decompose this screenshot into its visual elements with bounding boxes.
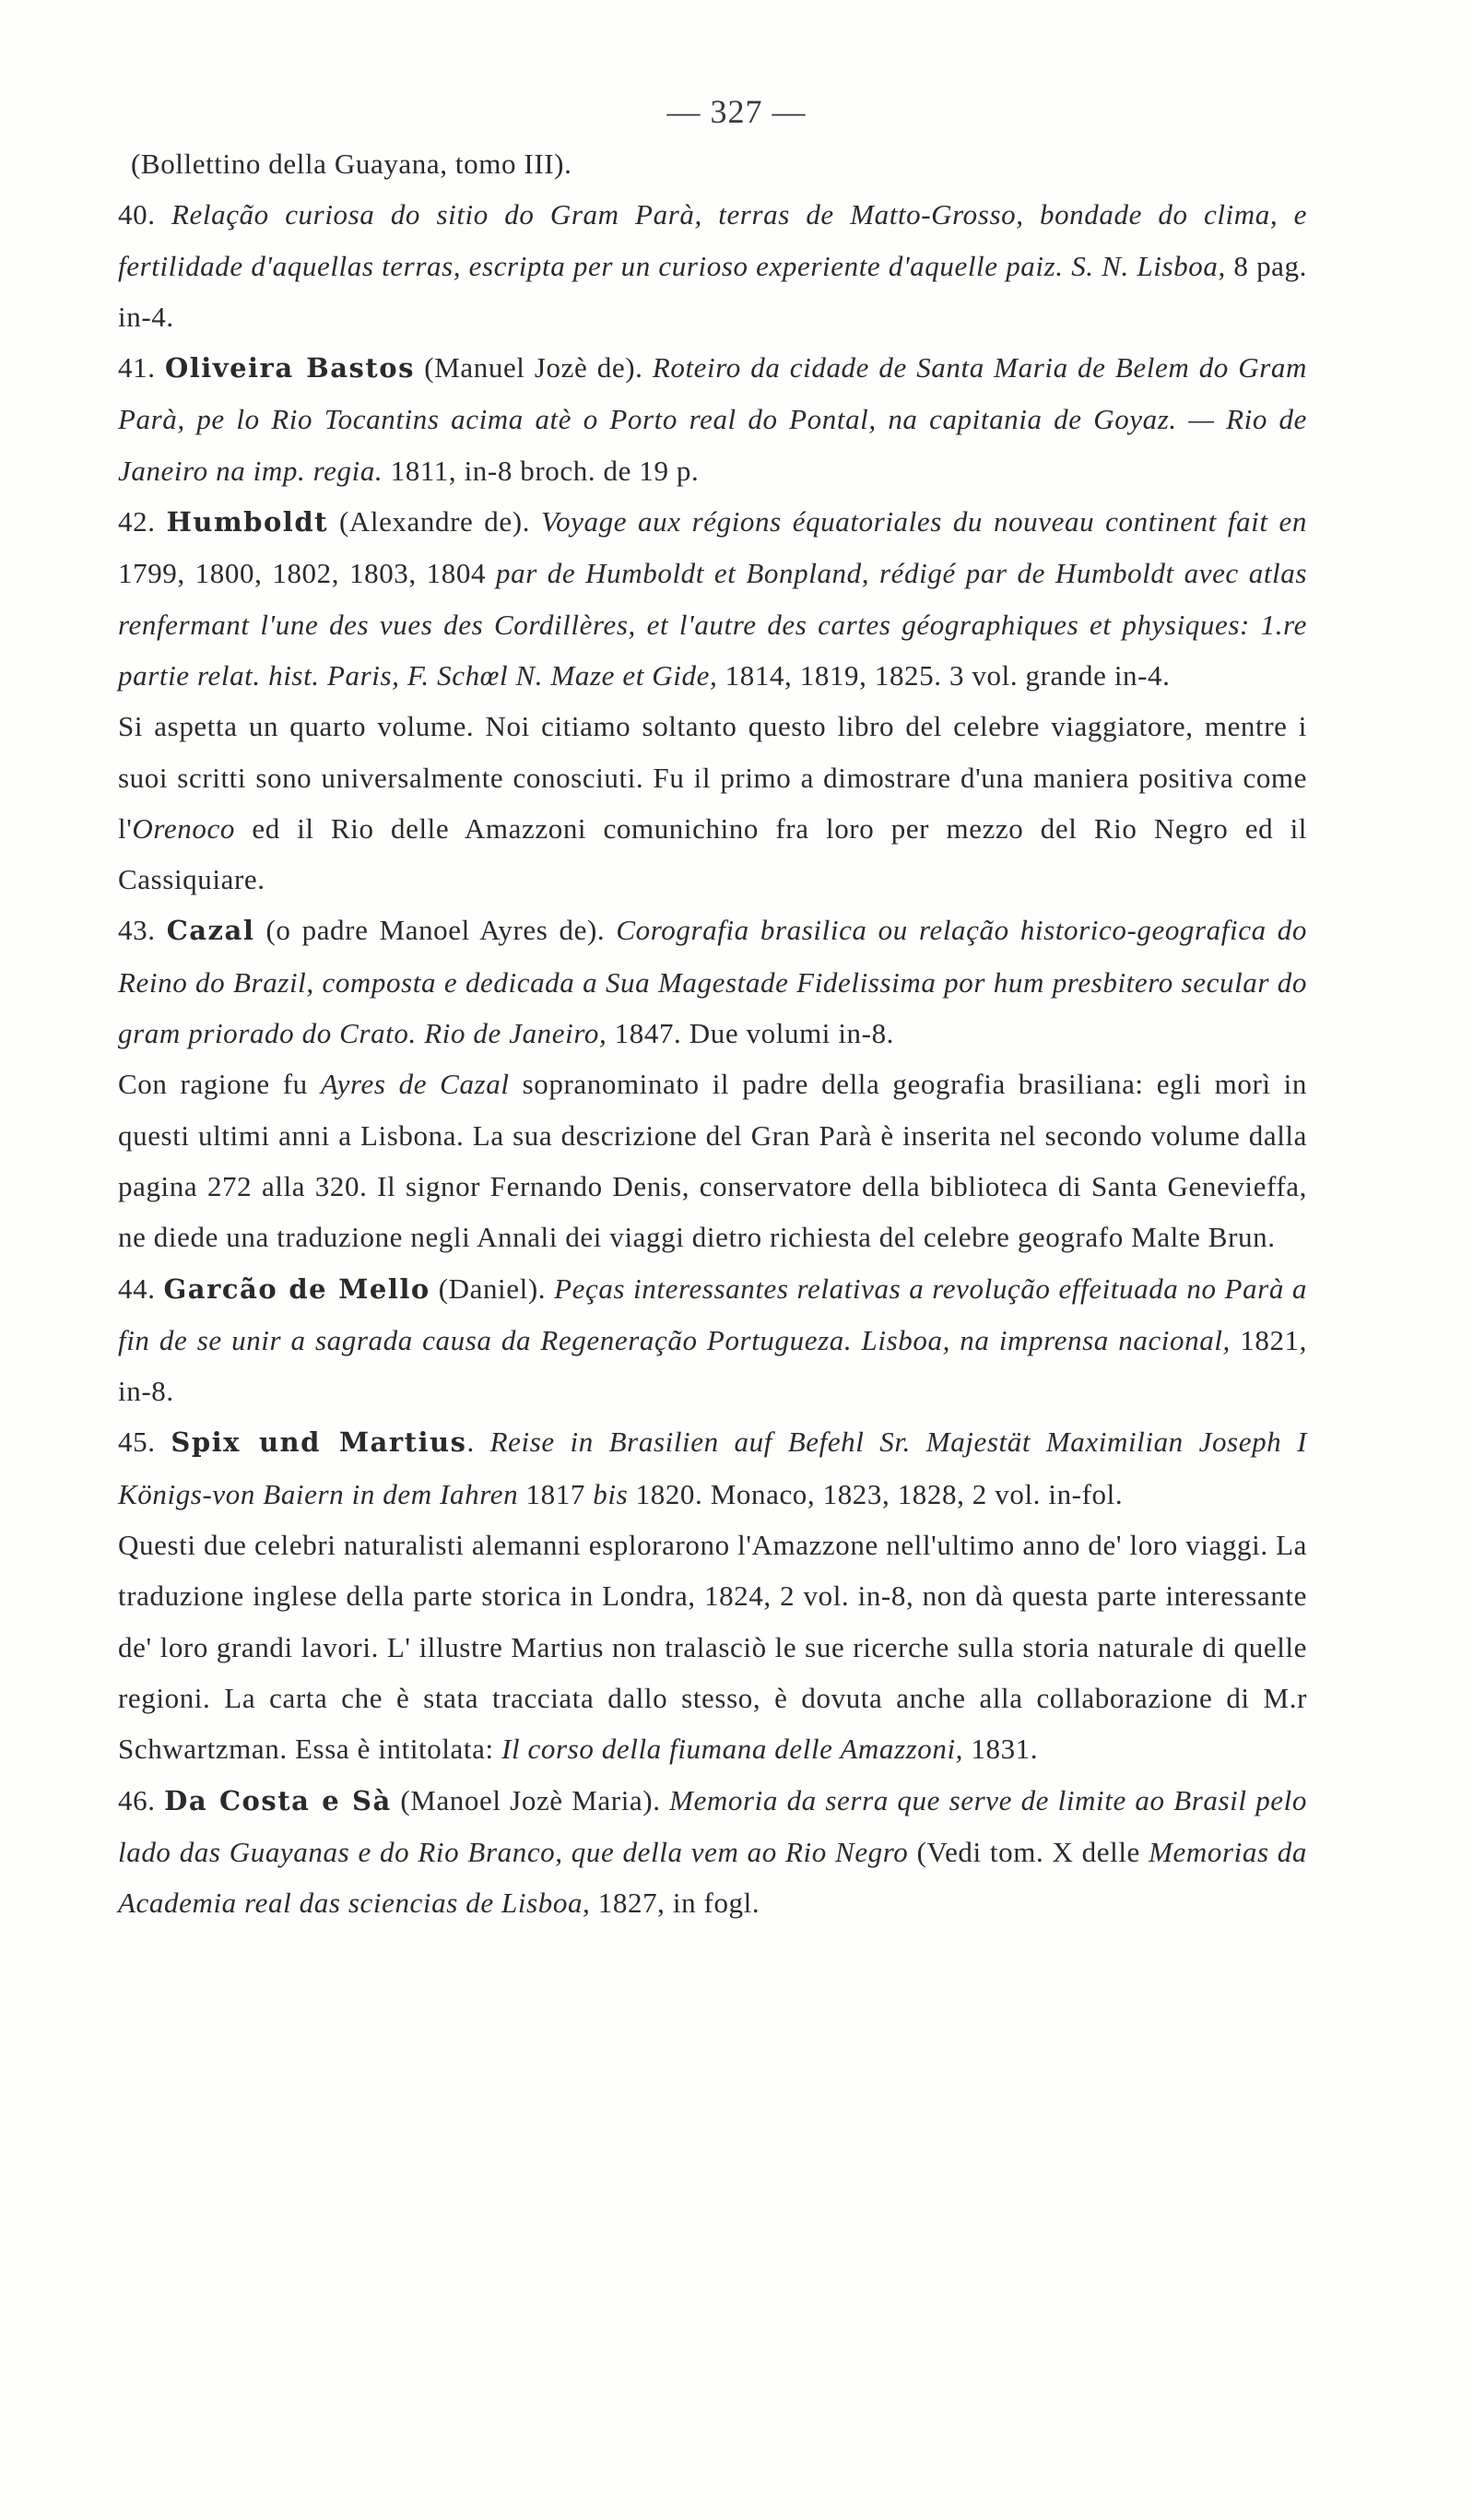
entry-title-continued: bis [593,1477,629,1510]
page-number: — 327 — [666,93,807,130]
entry-41 [118,342,1307,496]
entry-title-continued: Memorias da Academia real das sciencias de Lisboa, [118,1835,1307,1920]
entry-author-detail: (Manuel Jozè de). [414,351,653,385]
entry-details: 1811, in-8 broch. de 19 p. [383,454,700,487]
entry-details: 1814, 1819, 1825. 3 vol. grande in-4. [717,658,1171,692]
entry-author-detail: . [466,1426,490,1459]
entry-title: Relação curiosa do sitio do Gram Parà, terras de Matto-Grosso, bondade do clima, e fertilidade d'aquellas terras, escripta per un curioso experiente d'aquelle paiz. S. N. Lisboa, [118,198,1307,282]
entry-title: Reise in Brasilien auf Befehl Sr. Majestät Maximilian Joseph I Königs-von Baiern in dem Iahren [118,1426,1307,1510]
entry-number: 45. [118,1426,156,1459]
continuation-line: (Bollettino della Guayana, tomo III). [131,148,572,180]
entry-title: Corografia brasilica ou relação historico-geografica do Reino do Brazil, composta e dedicada a Sua Magestade Fidelissima por hum presbitero secular do gram priorado do Crato. Rio de Janeiro, [118,914,1307,1050]
entry-details: 1847. Due volumi in-8. [607,1017,895,1050]
entry-details: 8 pag. in-4. [118,249,1307,333]
entry-years: 1799, 1800, 1802, 1803, 1804 [118,557,497,590]
entry-42 [118,496,1307,701]
entry-45 [118,1416,1307,1520]
entry-number: 41. [118,351,156,385]
entry-author-detail: (Alexandre de). [328,505,541,538]
entry-42-comment: Si aspetta un quarto volume. Noi citiamo soltanto questo libro del celebre viaggiatore, mentre i suoi scritti sono universalmente conosciuti. Fu il primo a dimostrare d'una maniera positiva come l'Orenoco ed il Rio delle Amazzoni comunichino fra loro per mezzo del Rio Negro ed il Cassiquiare. [118,710,1307,896]
entry-author: Da Costa e Sà [164,1784,392,1816]
entry-author: Humboldt [166,506,328,538]
entry-40 [118,189,1307,342]
entry-author: Spix und Martius [171,1426,467,1459]
entry-43-comment: Con ragione fu Ayres de Cazal sopranominato il padre della geografia brasiliana: egli morì in questi ultimi anni a Lisbona. La sua descrizione del Gran Parà è inserita nel secondo volume dalla pagina 272 alla 320. Il signor Fernando Denis, conservatore della biblioteca di Santa Genevieffa, ne diede una traduzione negli Annali dei viaggi dietro richiesta del celebre geografo Malte Brun. [118,1068,1307,1254]
entry-43 [118,905,1307,1059]
entry-title: Peças interessantes relativas a revolução effeituada no Parà a fin de se unir a sagrada causa da Regeneração Portugueza. Lisboa, na imprensa nacional, [118,1272,1307,1356]
entry-author-detail: (Manoel Jozè Maria). [391,1783,670,1816]
entry-details: 1827, in fogl. [590,1887,760,1920]
entry-number: 42. [118,505,156,538]
entry-44 [118,1263,1307,1417]
entry-author-detail: (Daniel). [430,1272,555,1305]
entry-title: Roteiro da cidade de Santa Maria de Belem do Gram Parà, pe lo Rio Tocantins acima atè o Porto real do Pontal, na capitania de Goyaz. — Rio de Janeiro na imp. regia. [118,351,1307,487]
entry-title: Voyage aux régions équatoriales du nouveau continent fait en [541,505,1307,538]
entry-author: Cazal [166,915,255,947]
entry-title: Memoria da serra que serve de limite ao Brasil pelo lado das Guayanas e do Rio Branco, que della vem ao Rio Negro [118,1783,1307,1868]
entry-number: 43. [118,914,156,947]
entry-year: 1817 [518,1477,594,1510]
entry-author: Oliveira Bastos [164,352,415,385]
entry-number: 44. [118,1272,156,1305]
entry-details: 1820. Monaco, 1823, 1828, 2 vol. in-fol. [628,1477,1124,1510]
entry-details: 1821, in-8. [118,1323,1308,1408]
entry-author-detail: (o padre Manoel Ayres de). [254,914,617,947]
bibliography-text [118,138,1307,1928]
entry-title-continued: par de Humboldt et Bonpland, rédigé par de Humboldt avec atlas renfermant l'une des vues des Cordillères, et l'autre des cartes géographiques et physiques: 1.re partie relat. hist. Paris, F. Schœl N. Maze et Gide, [118,557,1308,692]
entry-see-also: (Vedi tom. X delle [908,1835,1149,1868]
entry-number: 46. [118,1783,156,1816]
entry-46 [118,1775,1307,1929]
entry-45-comment: Questi due celebri naturalisti alemanni esplorarono l'Amazzone nell'ultimo anno de' loro viaggi. La traduzione inglese della parte storica in Londra, 1824, 2 vol. in-8, non dà questa parte interessante de' loro grandi lavori. L' illustre Martius non tralasciò le sue ricerche sulla storia naturale di quelle regioni. La carta che è stata tracciata dallo stesso, è dovuta anche alla collaborazione di M.r Schwartzman. Essa è intitolata: Il corso della fiumana delle Amazzoni, 1831. [118,1529,1307,1766]
entry-author: Garcão de Mello [163,1272,430,1305]
entry-number: 40. [118,198,156,231]
